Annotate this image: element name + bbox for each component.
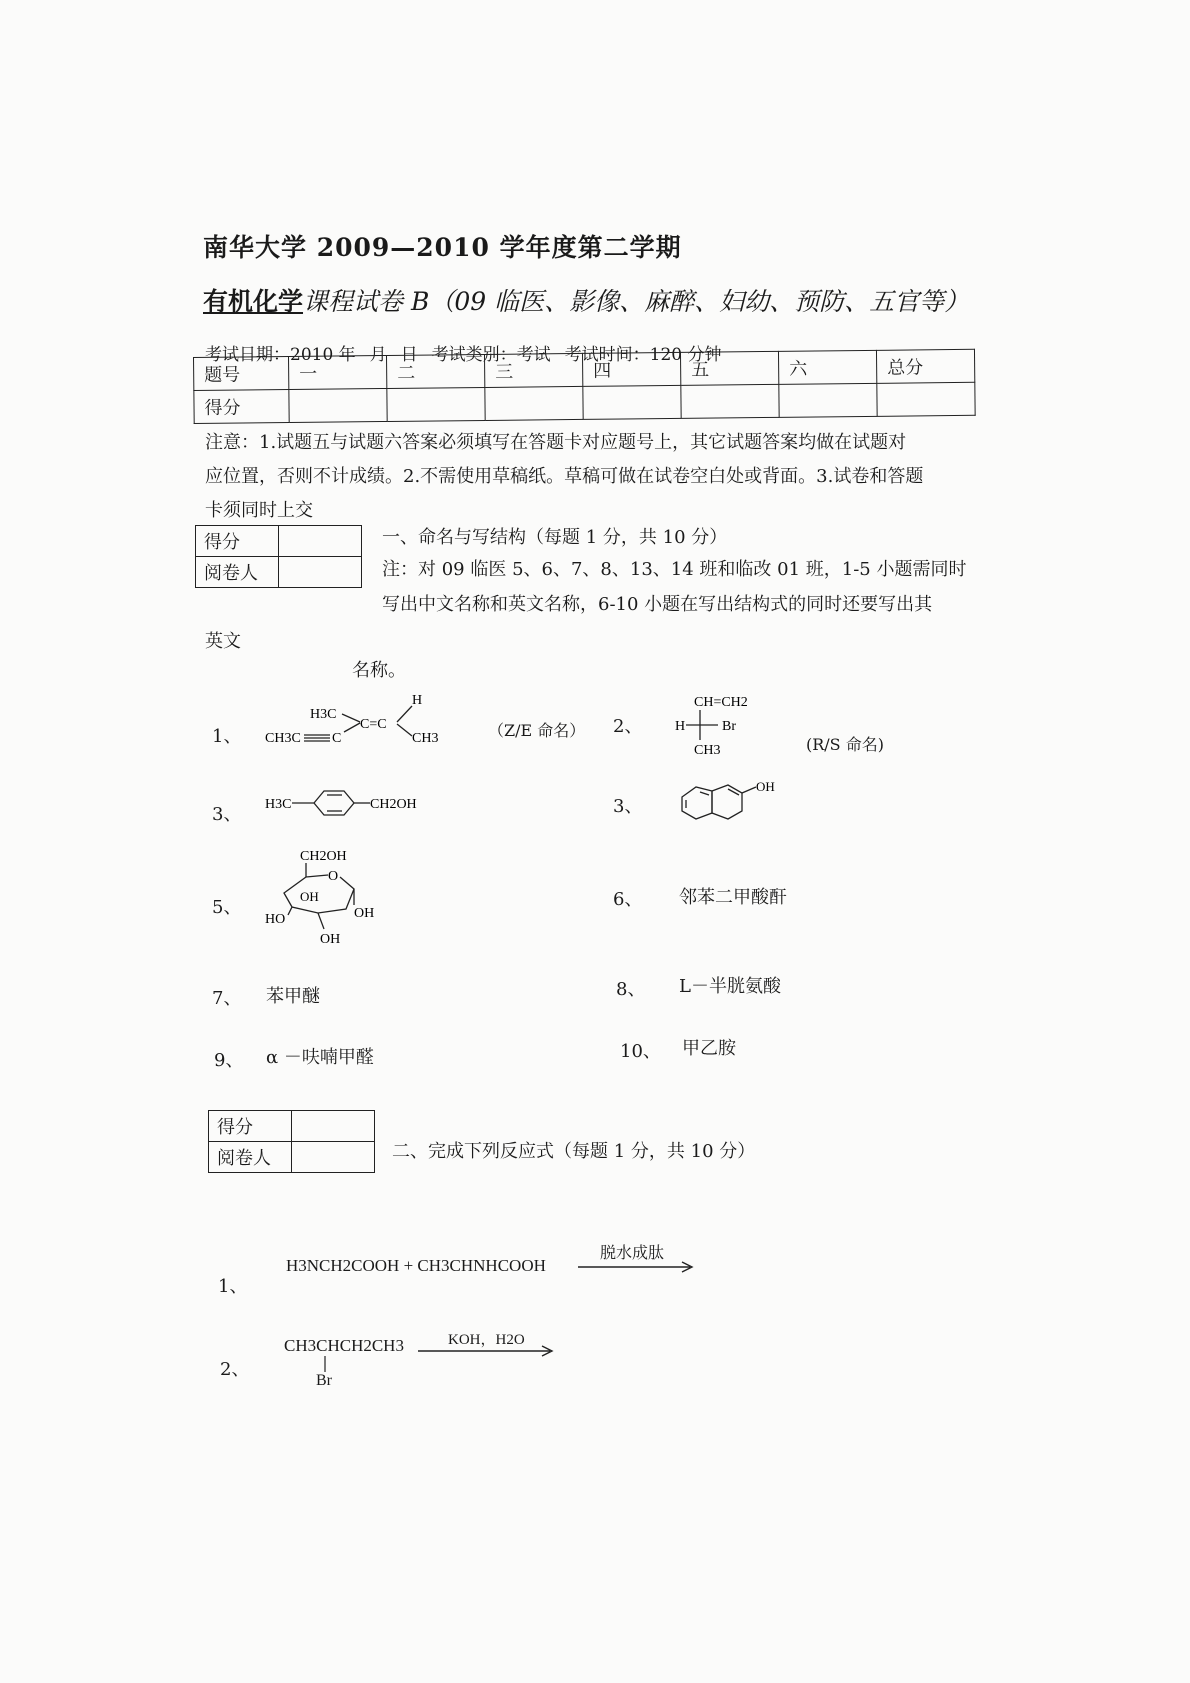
score-cell: 四 (582, 352, 680, 386)
r1-condition: 脱水成肽 (600, 1243, 665, 1262)
notice-line-2: 应位置，否则不计成绩。2.不需使用草稿纸。草稿可做在试卷空白处或背面。3.试卷和答题 (205, 466, 924, 487)
structure-3 (262, 778, 432, 828)
score-blank[interactable] (681, 384, 779, 418)
q3-number: 3、 (212, 804, 242, 825)
section2-grade-box (208, 1110, 375, 1173)
course-name: 有机化学 (203, 287, 304, 316)
q8-text: L－半胱氨酸 (679, 976, 781, 997)
score-cell: 一 (289, 355, 387, 389)
score-cell: 六 (778, 350, 876, 384)
grade-score-blank[interactable] (279, 526, 362, 557)
score-cell: 总分 (876, 349, 974, 383)
q6-text: 邻苯二甲酸酐 (679, 887, 787, 908)
q6-number: 6、 (613, 889, 643, 910)
score-cell: 题号 (194, 356, 289, 390)
exam-time: 考试时间：120 分钟 (564, 345, 722, 365)
grade-grader-label: 阅卷人 (196, 557, 279, 588)
score-table-score-row (194, 382, 975, 423)
s3-h3c: H3C (265, 797, 292, 812)
exam-title: 南华大学 2009—2010 学年度第二学期 (203, 233, 682, 262)
notice-line-3: 卡须同时上交 (205, 500, 313, 521)
q2-hint: (R/S 命名) (806, 735, 884, 754)
course-detail: 课程试卷 B（09 临医、影像、麻醉、妇幼、预防、五官等） (303, 287, 970, 316)
section2-title: 二、完成下列反应式（每题 1 分，共 10 分） (392, 1141, 756, 1162)
s1-h3c: H3C (310, 707, 337, 722)
score-cell: 二 (386, 354, 484, 388)
grade-grader-label: 阅卷人 (209, 1142, 292, 1173)
section1-title: 一、命名与写结构（每题 1 分，共 10 分） (382, 527, 728, 548)
section1-note-2: 写出中文名称和英文名称，6-10 小题在写出结构式的同时还要写出其 (382, 594, 933, 615)
q9-text: α －呋喃甲醛 (266, 1047, 374, 1068)
score-blank[interactable] (877, 382, 975, 416)
s5-ch2oh: CH2OH (300, 849, 347, 864)
q2-number: 2、 (613, 716, 643, 737)
score-blank[interactable] (387, 387, 485, 421)
s5-o: O (328, 869, 339, 884)
r1-arrow (578, 1260, 698, 1274)
r2-reactant: CH3CHCH2CH3 (284, 1336, 404, 1355)
s2-br: Br (722, 719, 736, 734)
r1-reactants: H3NCH2COOH + CH3CHNHCOOH (286, 1256, 546, 1275)
score-blank[interactable] (779, 383, 877, 417)
structure-2 (672, 690, 802, 762)
score-cell: 五 (680, 351, 778, 385)
s5-oh1: OH (300, 889, 319, 904)
s1-h: H (412, 693, 423, 708)
s1-cc: C=C (360, 717, 387, 732)
q10-number: 10、 (620, 1041, 661, 1062)
score-blank[interactable] (485, 386, 583, 420)
s5-ho: HO (265, 912, 286, 927)
s3-ch2oh: CH2OH (370, 797, 417, 812)
r2-condition: KOH，H2O (448, 1332, 525, 1348)
structure-1 (262, 690, 462, 760)
exam-date: 考试日期：2010 年 (205, 345, 356, 365)
score-blank[interactable] (289, 388, 387, 422)
section1-note-4: 名称。 (352, 660, 406, 681)
q1-hint: （Z/E 命名） (488, 721, 586, 740)
s1-c: C (332, 731, 342, 746)
s5-oh3: OH (320, 932, 341, 945)
q4-number: 3、 (613, 796, 643, 817)
s1-ch3c: CH3C (265, 731, 301, 746)
exam-subtitle (203, 282, 969, 318)
s4-oh: OH (756, 779, 775, 794)
exam-month: 月 (369, 345, 387, 365)
score-cell: 三 (484, 353, 582, 387)
score-row-label: 得分 (194, 389, 289, 423)
r2-arrow (418, 1344, 558, 1358)
q1-number: 1、 (212, 726, 242, 747)
exam-type: 考试类别：考试 (431, 345, 551, 365)
score-table (193, 349, 976, 424)
grade-grader-blank[interactable] (279, 557, 362, 588)
grade-score-label: 得分 (209, 1111, 292, 1142)
q7-text: 苯甲醚 (266, 986, 320, 1007)
q10-text: 甲乙胺 (682, 1038, 736, 1059)
s2-top: CH=CH2 (694, 695, 748, 710)
grade-grader-blank[interactable] (292, 1142, 375, 1173)
s1-ch3: CH3 (412, 731, 439, 746)
q8-number: 8、 (616, 979, 646, 1000)
structure-4 (676, 775, 806, 835)
structure-5 (262, 845, 392, 945)
grade-score-label: 得分 (196, 526, 279, 557)
section1-note-1: 注：对 09 临医 5、6、7、8、13、14 班和临改 01 班，1-5 小题需同时 (382, 559, 967, 580)
section1-grade-box (195, 525, 362, 588)
section1-note-3: 英文 (205, 631, 241, 652)
grade-score-blank[interactable] (292, 1111, 375, 1142)
s2-h: H (675, 719, 686, 734)
exam-day: 日 (400, 345, 418, 365)
r2-sub: Br (316, 1372, 332, 1389)
r1-number: 1、 (218, 1276, 248, 1297)
q5-number: 5、 (212, 897, 242, 918)
q7-number: 7、 (212, 988, 242, 1009)
s2-ch3: CH3 (694, 743, 721, 758)
notice-line-1: 注意：1.试题五与试题六答案必须填写在答题卡对应题号上，其它试题答案均做在试题对 (205, 432, 907, 453)
q9-number: 9、 (214, 1050, 244, 1071)
s5-oh2: OH (354, 906, 375, 921)
score-blank[interactable] (583, 385, 681, 419)
r2-number: 2、 (220, 1359, 250, 1380)
